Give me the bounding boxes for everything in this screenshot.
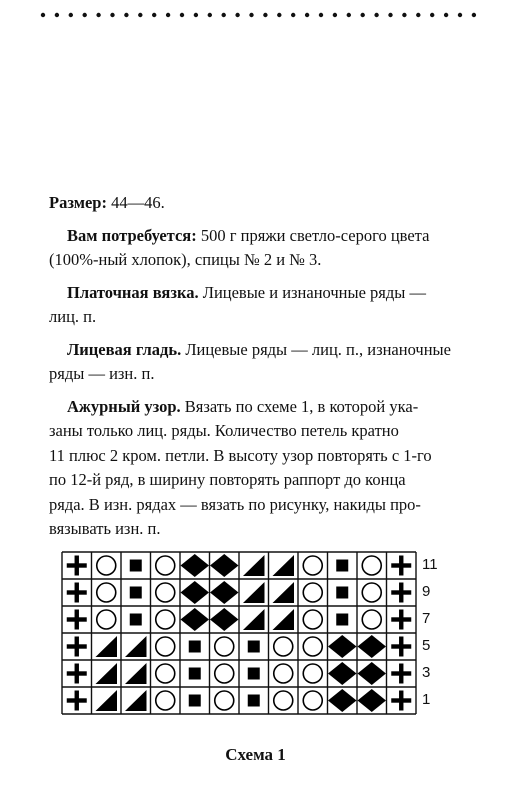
decorative-dot [388,13,392,17]
size-value: 44—46. [106,193,165,212]
decorative-dot [319,13,323,17]
decrease-triangle-icon [273,555,295,576]
size-label: Размер: [49,193,107,212]
decrease-triangle-icon [273,609,295,630]
edge-stitch-icon [391,664,411,684]
edge-stitch-icon [67,691,87,711]
needs-label: Вам потребуется: [67,225,197,245]
yarn-over-icon [303,691,322,710]
decorative-dot [472,13,476,17]
diamond-icon [328,689,357,712]
garter-line-1 [49,281,479,306]
decorative-dot [152,13,156,17]
yarn-over-icon [274,664,293,683]
yarn-over-icon [156,610,175,629]
yarn-over-icon [156,691,175,710]
edge-stitch-icon [391,583,411,603]
yarn-over-icon [215,691,234,710]
decorative-dot [444,13,448,17]
yarn-over-icon [303,664,322,683]
yarn-over-icon [215,637,234,656]
decrease-triangle-icon [243,582,265,603]
yarn-over-icon [97,556,116,575]
decorative-dot [458,13,462,17]
decorative-dot [138,13,142,17]
decrease-triangle-icon [243,555,265,576]
knit-together-square-icon [189,695,201,707]
knit-together-square-icon [248,668,260,680]
yarn-over-icon [303,610,322,629]
knit-together-square-icon [130,587,142,599]
diamond-icon [358,689,387,712]
diamond-icon [181,581,210,604]
size-line [49,191,479,216]
lace-line-1 [49,395,479,420]
chart-caption: Схема 1 [225,745,286,764]
stockinette-line-2: ряды — изн. п. [49,364,155,383]
stockinette-text-1: Лицевые ряды — лиц. п., изнаночные [181,339,451,359]
yarn-over-icon [303,637,322,656]
decrease-triangle-icon [96,690,118,711]
diamond-icon [328,662,357,685]
knit-together-square-icon [248,695,260,707]
decorative-dot [194,13,198,17]
edge-stitch-icon [67,664,87,684]
diamond-icon [181,554,210,577]
decorative-dot [166,13,170,17]
knit-together-square-icon [248,641,260,653]
decorative-dot [208,13,212,17]
decorative-dot [96,13,100,17]
decorative-dot [235,13,239,17]
edge-stitch-icon [67,610,87,630]
yarn-over-icon [303,583,322,602]
garter-label: Платочная вязка. [67,282,199,302]
decorative-dot [124,13,128,17]
yarn-over-icon [362,610,381,629]
decorative-dot [69,13,73,17]
yarn-over-icon [215,664,234,683]
chart-grid [61,551,417,715]
decrease-triangle-icon [125,690,147,711]
edge-stitch-icon [391,556,411,576]
yarn-over-icon [156,637,175,656]
lace-line-5: ряда. В изн. рядах — вязать по рисунку, накиды про- [49,494,421,514]
decorative-dot [291,13,295,17]
yarn-over-icon [274,691,293,710]
row-number-label: 3 [422,663,431,681]
yarn-over-icon [303,556,322,575]
knit-together-square-icon [189,668,201,680]
yarn-over-icon [156,664,175,683]
decrease-triangle-icon [273,582,295,603]
decrease-triangle-icon [125,636,147,657]
stockinette-line-1 [49,338,479,363]
decorative-dot [402,13,406,17]
diamond-icon [210,554,239,577]
yarn-over-icon [97,610,116,629]
row-number-label: 11 [422,555,438,573]
knit-together-square-icon [336,560,348,572]
decrease-triangle-icon [96,663,118,684]
decorative-dot [83,13,87,17]
row-number-label: 7 [422,609,431,627]
decorative-dot [361,13,365,17]
knit-together-square-icon [336,587,348,599]
decorative-dot [110,13,114,17]
diamond-icon [181,608,210,631]
lace-line-6: вязывать изн. п. [49,519,161,538]
decorative-dotted-rule [40,10,478,20]
yarn-over-icon [362,556,381,575]
decorative-dot [416,13,420,17]
needs-line-1 [49,224,479,249]
decorative-dot [333,13,337,17]
decorative-dot [41,13,45,17]
yarn-over-icon [156,556,175,575]
edge-stitch-icon [391,610,411,630]
diamond-icon [210,608,239,631]
decrease-triangle-icon [96,636,118,657]
pattern-description [49,191,479,542]
decorative-dot [55,13,59,17]
decorative-dot [249,13,253,17]
row-number-label: 9 [422,582,431,600]
decorative-dot [180,13,184,17]
diamond-icon [328,635,357,658]
decorative-dot [263,13,267,17]
row-number-label: 5 [422,636,431,654]
decorative-dot [222,13,226,17]
grid-lines [62,552,416,714]
diamond-icon [358,662,387,685]
yarn-over-icon [97,583,116,602]
lace-label: Ажурный узор. [67,396,181,416]
decorative-dot [347,13,351,17]
stockinette-label: Лицевая гладь. [67,339,182,359]
yarn-over-icon [274,637,293,656]
garter-line-2: лиц. п. [49,307,97,326]
lace-text-1: Вязать по схеме 1, в которой ука- [180,396,419,416]
lace-line-4: по 12-й ряд, в ширину повторять раппорт до конца [49,470,406,489]
knitting-chart [61,551,438,715]
yarn-over-icon [156,583,175,602]
decorative-dot [374,13,378,17]
edge-stitch-icon [67,556,87,576]
row-number-label: 1 [422,690,431,708]
edge-stitch-icon [67,583,87,603]
diamond-icon [210,581,239,604]
knit-together-square-icon [130,614,142,626]
decrease-triangle-icon [243,609,265,630]
decorative-dot [430,13,434,17]
decorative-dot [277,13,281,17]
yarn-over-icon [362,583,381,602]
garter-text-1: Лицевые и изнаночные ряды — [198,282,426,302]
knit-together-square-icon [336,614,348,626]
knit-together-square-icon [130,560,142,572]
lace-line-3: 11 плюс 2 кром. петли. В высоту узор повторять с 1-го [49,445,432,465]
decorative-dot [305,13,309,17]
edge-stitch-icon [391,637,411,657]
decrease-triangle-icon [125,663,147,684]
needs-text-1: 500 г пряжи светло-серого цвета [196,225,430,245]
diamond-icon [358,635,387,658]
lace-line-2: заны только лиц. ряды. Количество петель кратно [49,421,399,440]
knit-together-square-icon [189,641,201,653]
edge-stitch-icon [67,637,87,657]
needs-line-2: (100%-ный хлопок), спицы № 2 и № 3. [49,250,322,269]
edge-stitch-icon [391,691,411,711]
